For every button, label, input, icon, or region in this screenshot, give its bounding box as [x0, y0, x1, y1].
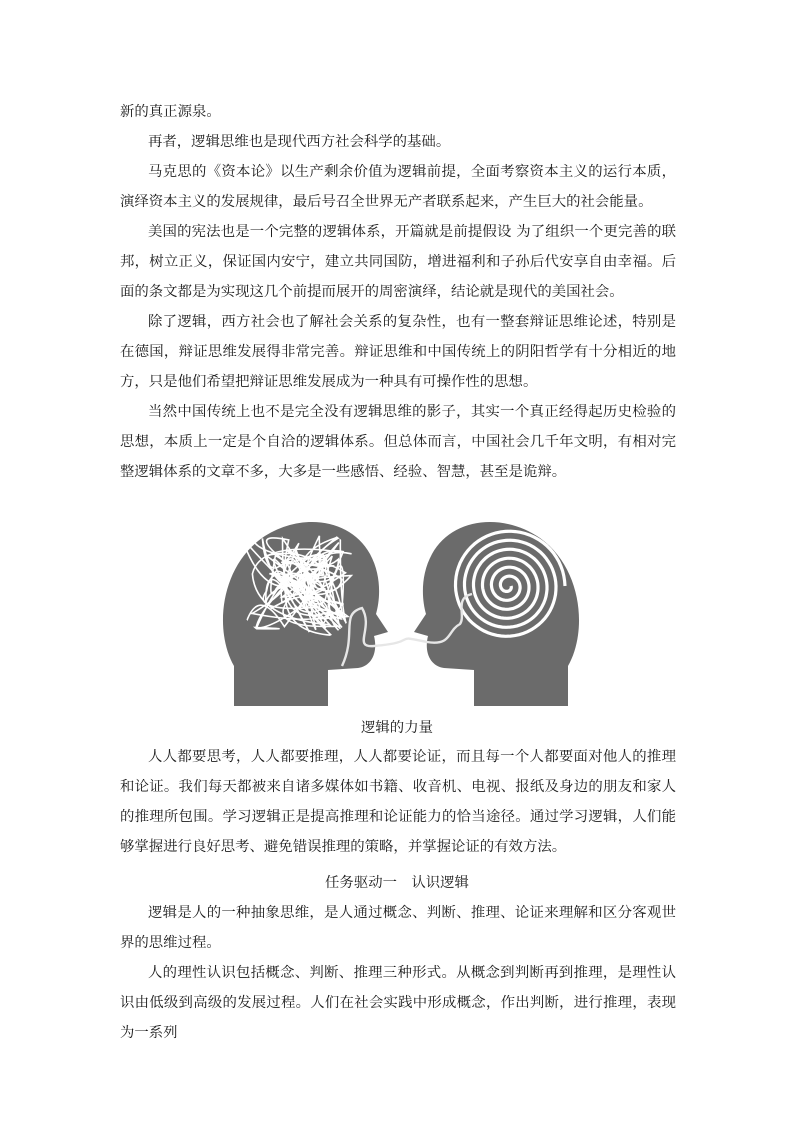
paragraph-social-science: 再者，逻辑思维也是现代西方社会科学的基础。: [148, 134, 451, 150]
paragraph-dialectics: 除了逻辑，西方社会也了解社会关系的复杂性，也有一整套辩证思维论述，特别是在德国，辩证思维发展得非常完善。辩证思维和中国传统上的阴阳哲学有十分相近的地方，只是他们希望把辩证思维发展成为一种具有可操作性的思想。: [120, 314, 676, 390]
figure-caption: 逻辑的力量: [361, 720, 433, 736]
paragraph-us-constitution: 美国的宪法也是一个完整的逻辑体系，开篇就是前提假设 为了组织一个更完善的联邦，树立正义，保证国内安宁，建立共同国防，增进福利和子孙后代安享自由幸福。后面的条文都是为实现这几个前提而展开的周密演绎，结论就是现代的美国社会。: [120, 224, 676, 300]
paragraph-continuation: 新的真正源泉。: [120, 104, 221, 120]
paragraph-das-kapital: 马克思的《资本论》以生产剩余价值为逻辑前提，全面考察资本主义的运行本质，演绎资本主义的发展规律，最后号召全世界无产者联系起来，产生巨大的社会能量。: [120, 164, 676, 210]
top-text-block: [120, 97, 676, 487]
section-heading: 任务驱动一 认识逻辑: [325, 875, 469, 891]
paragraph-logic-definition: 逻辑是人的一种抽象思维，是人通过概念、判断、推理、论证来理解和区分客观世界的思维过程。: [120, 905, 676, 951]
bottom-text-block: [120, 898, 676, 1048]
two-heads-illustration: [222, 516, 580, 706]
paragraph-everyone-reasons: 人人都要思考，人人都要推理，人人都要论证，而且每一个人都要面对他人的推理和论证。我们每天都被来自诸多媒体如书籍、收音机、电视、报纸及身边的朋友和家人的推理所包围。学习逻辑正是提高推理和论证能力的恰当途径。通过学习逻辑，人们能够掌握进行良好思考、避免错误推理的策略，并掌握论证的有效方法。: [120, 749, 676, 855]
paragraph-chinese-tradition: 当然中国传统上也不是完全没有逻辑思维的影子，其实一个真正经得起历史检验的思想，本质上一定是个自洽的逻辑体系。但总体而言，中国社会几千年文明，有相对完整逻辑体系的文章不多，大多是一些感悟、经验、智慧，甚至是诡辩。: [120, 404, 676, 480]
paragraph-rational-cognition: 人的理性认识包括概念、判断、推理三种形式。从概念到判断再到推理，是理性认识由低级到高级的发展过程。人们在社会实践中形成概念，作出判断，进行推理，表现为一系列: [120, 965, 676, 1041]
right-head-silhouette: [414, 522, 579, 706]
middle-text-block: [120, 742, 676, 862]
